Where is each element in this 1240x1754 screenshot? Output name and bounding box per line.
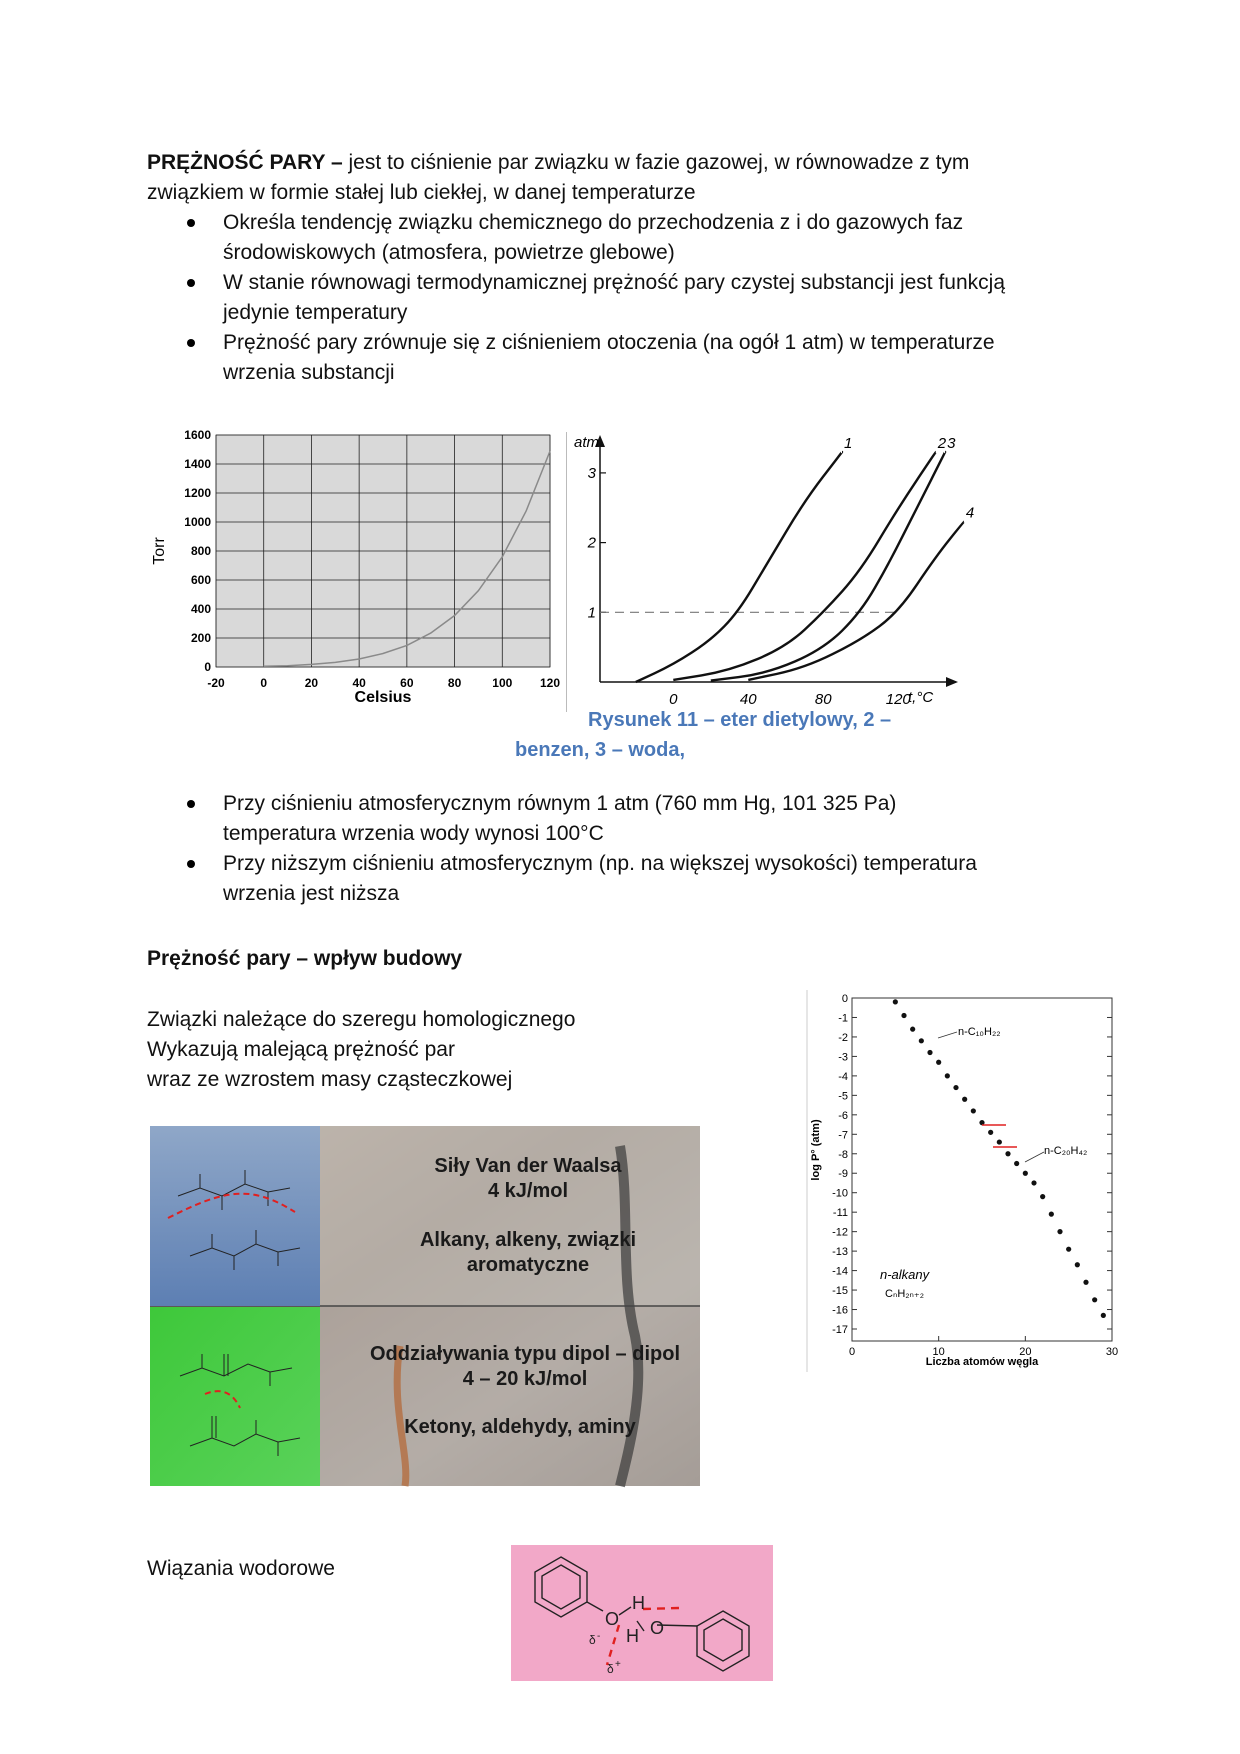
- y-tick-label: 1200: [184, 486, 211, 500]
- y-axis-label: atm: [574, 434, 600, 451]
- y-tick-label: -6: [838, 1109, 848, 1122]
- vdw-title: Siły Van der Waalsa: [434, 1155, 622, 1177]
- svg-text:δ: δ: [607, 1662, 614, 1676]
- forces-illustration: [150, 1126, 700, 1486]
- legend-alkanes: n-alkany: [880, 1267, 930, 1282]
- x-tick-label: 30: [1105, 1346, 1119, 1358]
- section-heading: Prężność pary – wpływ budowy: [147, 947, 463, 970]
- y-tick-label: 1000: [184, 515, 211, 529]
- curve-label-2: 2: [937, 435, 947, 452]
- data-point: [1040, 1194, 1045, 1199]
- intro-definition: jest to ciśnienie par związku w fazie gazowej, w równowadze z tym związkiem w formie stałej lub ciekłej, w danej temperaturze: [147, 151, 970, 204]
- list-item: W stanie równowagi termodynamicznej prężność pary czystej substancji jest funkcją jedynie temperatury: [185, 268, 1015, 328]
- legend-formula: CₙH₂ₙ₊₂: [885, 1288, 924, 1300]
- data-point: [988, 1130, 993, 1135]
- y-tick-label: 200: [190, 631, 211, 645]
- x-tick-label: 0: [669, 691, 678, 708]
- curve-label-4: 4: [965, 504, 975, 522]
- y-tick-label: -7: [838, 1129, 848, 1142]
- x-tick-label: 120: [885, 691, 911, 708]
- data-point: [1066, 1247, 1071, 1252]
- y-tick-label: 800: [190, 544, 211, 558]
- data-point: [893, 999, 898, 1004]
- intro-term: PRĘŻNOŚĆ PARY –: [147, 151, 343, 174]
- svg-text:-: -: [597, 1631, 601, 1642]
- x-tick-label: 40: [352, 676, 366, 690]
- vdw-energy: 4 kJ/mol: [487, 1180, 569, 1202]
- y-tick-label: -2: [838, 1031, 848, 1044]
- y-tick-label: -8: [838, 1148, 848, 1161]
- lower-overlay: [320, 1306, 700, 1486]
- data-point: [997, 1139, 1002, 1144]
- x-tick-label: 0: [848, 1346, 856, 1358]
- y-tick-label: -9: [838, 1168, 848, 1181]
- vdw-examples-line2: aromatyczne: [466, 1254, 590, 1276]
- x-tick-label: 80: [447, 676, 462, 690]
- oh-bond-left: [619, 1607, 631, 1615]
- data-point: [910, 1027, 915, 1032]
- list-item: Przy niższym ciśnieniu atmosferycznym (np. na większej wysokości) temperatura wrzenia jest niższa: [185, 849, 1015, 909]
- svg-text:+: +: [615, 1659, 621, 1670]
- list-item: Prężność pary zrównuje się z ciśnieniem otoczenia (na ogół 1 atm) w temperaturze wrzenia substancji: [185, 328, 1015, 388]
- y-tick-label: 400: [190, 602, 211, 616]
- data-point: [901, 1013, 906, 1018]
- curve-1: [636, 452, 842, 682]
- list-item: Przy ciśnieniu atmosferycznym równym 1 atm (760 mm Hg, 101 325 Pa) temperatura wrzenia wody wynosi 100°C: [185, 789, 1015, 849]
- svg-text:O: O: [605, 1609, 620, 1629]
- x-axis-label: Liczba atomów węgla: [925, 1356, 1039, 1368]
- data-point: [1005, 1151, 1010, 1156]
- data-point: [1101, 1313, 1106, 1318]
- bullet-list-1: [185, 208, 1015, 388]
- label-c20: n-C₂₀H₄₂: [1044, 1145, 1088, 1157]
- y-tick-label: -4: [838, 1070, 848, 1083]
- y-tick-label: -12: [832, 1226, 848, 1239]
- x-tick-label: 60: [400, 676, 414, 690]
- curve-2: [673, 452, 936, 680]
- data-point: [936, 1060, 941, 1065]
- curve-3: [711, 452, 945, 681]
- benzene-ring-right: [657, 1611, 749, 1671]
- y-tick-label: 0: [841, 993, 848, 1005]
- x-tick-label: 40: [739, 691, 757, 708]
- leader-c10: [938, 1032, 957, 1038]
- curve-4: [748, 522, 964, 680]
- y-tick-label: 600: [190, 573, 211, 587]
- x-tick-label: 20: [1019, 1346, 1032, 1358]
- intermolecular-forces-figure: [150, 1126, 700, 1486]
- dipole-energy: 4 – 20 kJ/mol: [462, 1368, 588, 1390]
- svg-text:O: O: [650, 1618, 665, 1638]
- data-point: [953, 1085, 958, 1090]
- x-tick-label: -20: [207, 676, 225, 690]
- y-axis-label: Torr: [151, 537, 168, 565]
- y-tick-label: -13: [832, 1246, 848, 1259]
- svg-text:δ: δ: [589, 1633, 596, 1647]
- hydrogen-bond-illustration: [511, 1545, 773, 1681]
- x-tick-label: 100: [492, 676, 513, 690]
- data-point: [1092, 1297, 1097, 1302]
- svg-text:H: H: [632, 1593, 645, 1613]
- x-tick-label: 120: [539, 676, 561, 690]
- data-point: [945, 1073, 950, 1078]
- list-item: Określa tendencję związku chemicznego do przechodzenia z i do gazowych faz środowiskowych (atmosfera, powietrze glebowe): [185, 208, 1015, 268]
- data-point: [919, 1038, 924, 1043]
- vapor-pressure-chart-torr: [150, 425, 570, 715]
- intro-paragraph: [147, 148, 1007, 208]
- alkane-log-pressure-chart: [805, 990, 1135, 1375]
- svg-text:H: H: [626, 1626, 639, 1646]
- bullet-list-2: [185, 789, 1015, 909]
- data-point: [1023, 1171, 1028, 1176]
- label-c10: n-C₁₀H₂₂: [958, 1026, 1001, 1038]
- y-tick-label: -5: [838, 1090, 848, 1103]
- x-tick-label: 0: [260, 676, 268, 690]
- hydrogen-bond-heading: Wiązania wodorowe: [147, 1557, 335, 1580]
- y-tick-label: 1: [587, 604, 596, 622]
- benzene-ring-left: [535, 1557, 603, 1617]
- data-point: [927, 1050, 932, 1055]
- dipole-title: Oddziaływania typu dipol – dipol: [369, 1343, 681, 1365]
- curve-label-3: 3: [947, 435, 956, 452]
- data-point: [962, 1097, 967, 1102]
- y-tick-label: -11: [832, 1207, 848, 1220]
- boiling-curves-chart: [568, 430, 975, 710]
- atom-labels: [589, 1593, 664, 1676]
- leader-c20: [1025, 1152, 1044, 1162]
- x-axis-label: t,°C: [908, 689, 934, 706]
- y-tick-label: 1400: [184, 457, 211, 471]
- x-tick-label: 20: [304, 676, 319, 690]
- hydrogen-bond-figure: [511, 1545, 773, 1681]
- x-axis-label: Celsius: [354, 689, 412, 706]
- data-point: [1014, 1161, 1019, 1166]
- data-point: [1049, 1212, 1054, 1217]
- curve-label-1: 1: [844, 435, 853, 452]
- y-axis-label: log P° (atm): [810, 1119, 822, 1181]
- y-tick-label: -3: [838, 1051, 848, 1064]
- y-tick-label: 2: [587, 534, 596, 552]
- y-tick-label: 3: [587, 464, 596, 482]
- y-tick-label: -1: [838, 1012, 848, 1025]
- section-text-line: wraz ze wzrostem masy cząsteczkowej: [147, 1068, 513, 1091]
- y-tick-label: -17: [832, 1324, 848, 1336]
- figure-caption-line2: benzen, 3 – woda,: [515, 739, 686, 761]
- data-point: [1057, 1229, 1062, 1234]
- figure-caption-line1: Rysunek 11 – eter dietylowy, 2 –: [588, 709, 892, 731]
- dipole-examples: Ketony, aldehydy, aminy: [404, 1416, 636, 1438]
- section-text-line: Związki należące do szeregu homologicznego: [147, 1008, 576, 1031]
- y-tick-label: -14: [832, 1265, 848, 1278]
- section-text-line: Wykazują malejącą prężność par: [147, 1038, 455, 1061]
- x-axis-arrow: [946, 677, 958, 687]
- x-tick-label: 10: [932, 1346, 945, 1358]
- chart-divider: [566, 432, 567, 712]
- y-tick-label: -15: [832, 1285, 848, 1298]
- upper-overlay: [320, 1126, 700, 1306]
- data-point: [971, 1108, 976, 1113]
- data-point: [1075, 1262, 1080, 1267]
- x-tick-label: 80: [814, 691, 832, 708]
- vdw-examples-line1: Alkany, alkeny, związki: [419, 1229, 637, 1251]
- alkane-structure-panel: [150, 1126, 320, 1306]
- y-tick-label: 1600: [184, 428, 211, 442]
- y-tick-label: 0: [204, 660, 211, 674]
- data-point: [1083, 1280, 1088, 1285]
- data-point: [1031, 1180, 1036, 1185]
- y-tick-label: -16: [832, 1304, 848, 1317]
- y-tick-label: -10: [832, 1187, 848, 1200]
- ketone-structure-panel: [150, 1307, 320, 1486]
- hydrogen-bond-dashes-top: [643, 1608, 679, 1609]
